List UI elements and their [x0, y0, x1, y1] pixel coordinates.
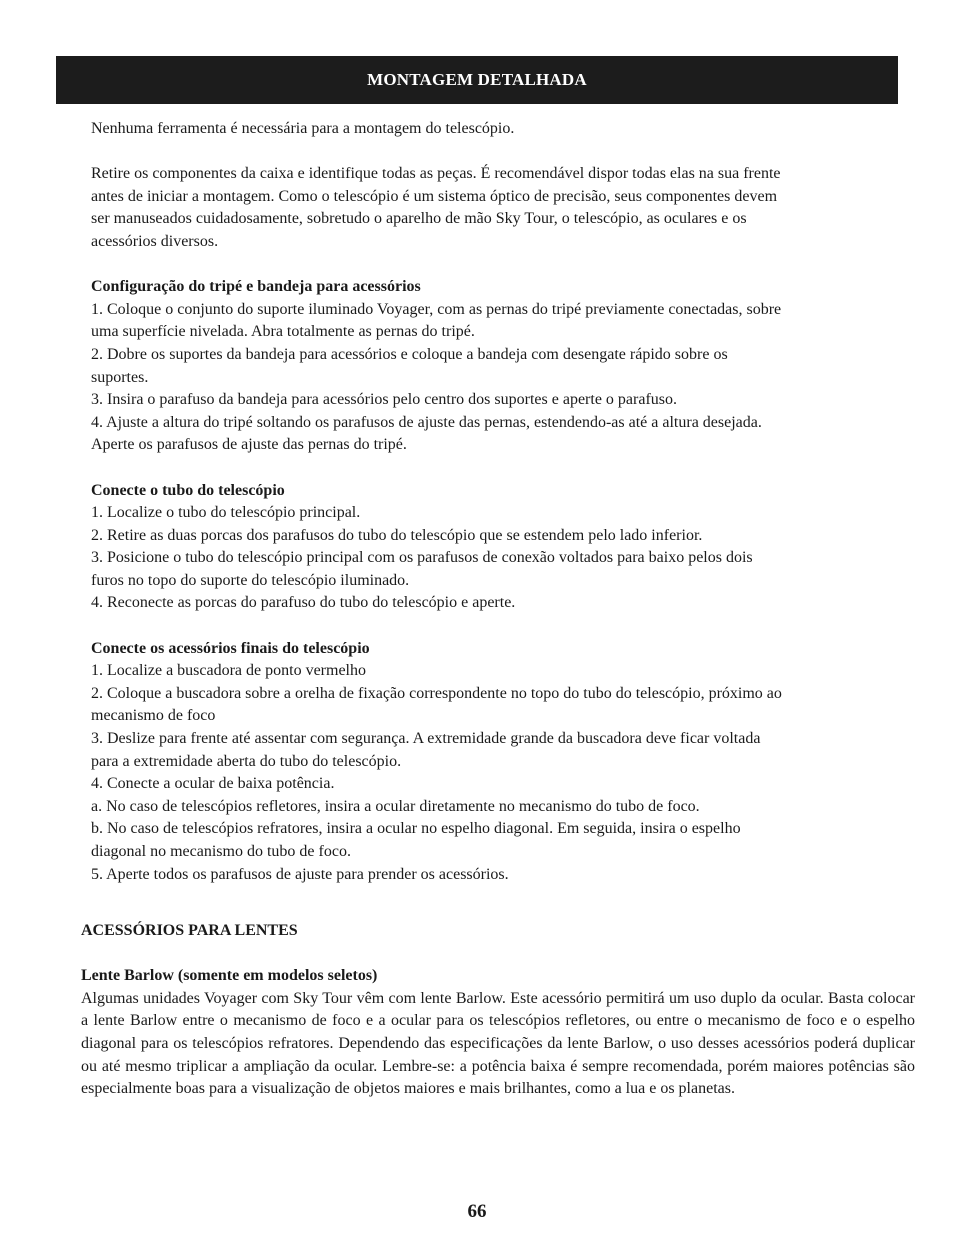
accessories-section	[91, 638, 871, 887]
intro-paragraph-1: Nenhuma ferramenta é necessária para a montagem do telescópio.	[91, 120, 515, 137]
text-line: Aperte os parafusos de ajuste das pernas do tripé.	[91, 436, 407, 454]
text-line: 1. Coloque o conjunto do suporte iluminado Voyager, com as pernas do tripé previamente conectadas, sobre	[91, 300, 782, 318]
tripod-section	[91, 276, 871, 457]
text-line: 4. Ajuste a altura do tripé soltando os parafusos de ajuste das pernas, estendendo-as até a altura desejada.	[91, 413, 762, 431]
text-line: 5. Aperte todos os parafusos de ajuste para prender os acessórios.	[91, 865, 509, 883]
page-number: 66	[467, 1201, 487, 1222]
lens-accessories-heading: ACESSÓRIOS PARA LENTES	[81, 922, 298, 939]
text-line: a. No caso de telescópios refletores, insira a ocular diretamente no mecanismo do tubo de foco.	[91, 797, 700, 815]
text-line: acessórios diversos.	[91, 232, 219, 250]
text-line: uma superfície nivelada. Abra totalmente as pernas do tripé.	[91, 323, 475, 341]
tripod-section-title: Configuração do tripé e bandeja para acessórios	[91, 278, 421, 296]
text-line: suportes.	[91, 368, 149, 386]
text-line: 1. Localize o tubo do telescópio principal.	[91, 504, 361, 522]
text-line: furos no topo do suporte do telescópio iluminado.	[91, 571, 410, 589]
tube-section	[91, 480, 871, 616]
assembly-instructions	[91, 118, 871, 886]
text-line: diagonal no mecanismo do tubo de foco.	[91, 843, 351, 860]
text-line: 3. Insira o parafuso da bandeja para acessórios pelo centro dos suportes e aperte o parafuso.	[91, 391, 677, 409]
text-line: ser manuseados cuidadosamente, sobretudo o aparelho de mão Sky Tour, o telescópio, as oculares e os	[91, 210, 747, 228]
text-line: 2. Dobre os suportes da bandeja para acessórios e coloque a bandeja com desengate rápido sobre os	[91, 345, 728, 363]
barlow-lens-paragraph: Algumas unidades Voyager com Sky Tour vêm com lente Barlow. Este acessório permitirá um uso duplo da ocular. Basta colocar a lente Barlow entre o mecanismo de foco e a ocular para os telescópios refletores, ou entre o mecanismo de foco e o espelho diagonal para os telescópios refratores. Dependendo das especificações da lente Barlow, o uso desses acessórios poderá duplicar ou até mesmo triplicar a ampliação da ocular. Lembre-se: a potência baixa é sempre recomendada, porém maiores potências são especialmente boas para a visualização de objetos maiores e mais brilhantes, como a lua e os planetas.	[81, 989, 915, 1098]
section-header	[56, 56, 898, 104]
text-line: 1. Localize a buscadora de ponto vermelho	[91, 662, 366, 680]
lens-accessories	[81, 920, 915, 1101]
text-line: Retire os componentes da caixa e identifique todas as peças. É recomendável dispor todas elas na sua frente	[91, 165, 781, 183]
text-line: mecanismo de foco	[91, 707, 216, 725]
text-line: 4. Conecte a ocular de baixa potência.	[91, 775, 335, 793]
text-line: b. No caso de telescópios refratores, insira a ocular no espelho diagonal. Em seguida, insira o espelho	[91, 820, 741, 838]
accessories-section-title: Conecte os acessórios finais do telescópio	[91, 639, 370, 657]
barlow-lens-title: Lente Barlow (somente em modelos seletos)	[81, 967, 378, 985]
text-line: para a extremidade aberta do tubo do telescópio.	[91, 752, 402, 770]
text-line: antes de iniciar a montagem. Como o telescópio é um sistema óptico de precisão, seus componentes devem	[91, 187, 778, 205]
text-line: 2. Coloque a buscadora sobre a orelha de fixação correspondente no topo do tubo do telescópio, próximo ao	[91, 684, 782, 702]
intro-paragraph-2	[91, 163, 871, 253]
text-line: 3. Deslize para frente até assentar com segurança. A extremidade grande da buscadora deve ficar voltada	[91, 730, 761, 748]
text-line: 2. Retire as duas porcas dos parafusos do tubo do telescópio que se estendem pelo lado inferior.	[91, 526, 703, 544]
section-title: MONTAGEM DETALHADA	[367, 70, 587, 89]
text-line: 3. Posicione o tubo do telescópio principal com os parafusos de conexão voltados para baixo pelos dois	[91, 549, 753, 567]
text-line: 4. Reconecte as porcas do parafuso do tubo do telescópio e aperte.	[91, 594, 516, 612]
tube-section-title: Conecte o tubo do telescópio	[91, 481, 285, 499]
